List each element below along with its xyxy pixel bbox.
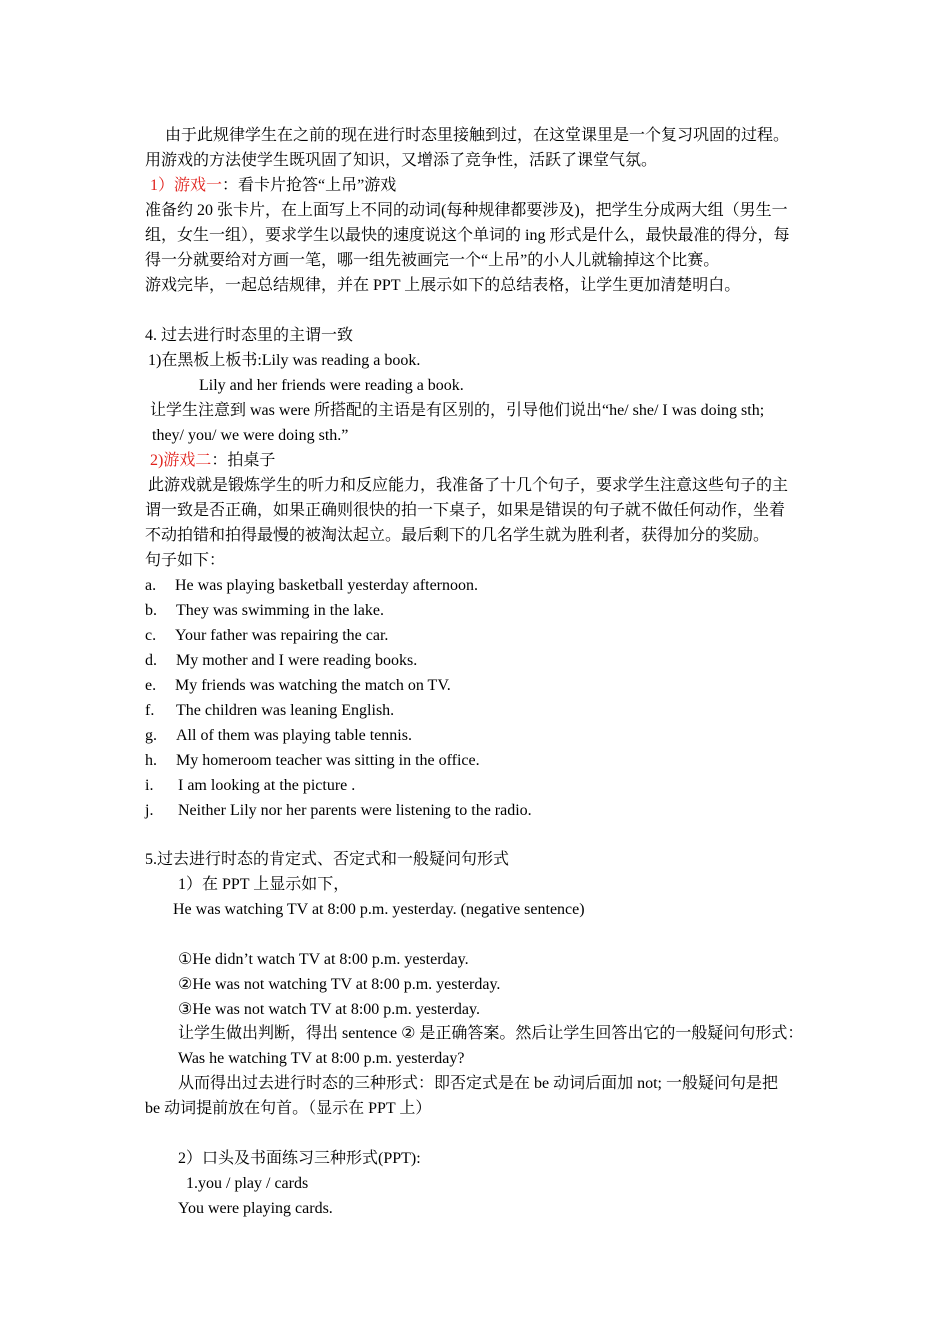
game2-desc-2: 谓一致是否正确，如果正确则很快的拍一下桌子，如果是错误的句子就不做任何动作，坐着	[145, 502, 786, 519]
intro-line-2: 用游戏的方法使学生既巩固了知识，又增添了竞争性，活跃了课堂气氛。	[145, 152, 658, 169]
game1-line-2: 组，女生一组），要求学生以最快的速度说这个单词的 ing 形式是什么，最快最准的得分，每	[145, 227, 790, 244]
intro-line-1: 由于此规律学生在之前的现在进行时态里接触到过，在这堂课里是一个复习巩固的过程。	[165, 127, 790, 144]
option-2: ②He was not watching TV at 8:00 p.m. yesterday.	[178, 976, 501, 993]
game1-line-3: 得一分就要给对方画一笔，哪一组先被画完一个“上吊”的小人儿就输掉这个比赛。	[145, 252, 720, 269]
game1-line-4: 游戏完毕，一起总结规律，并在 PPT 上展示如下的总结表格，让学生更加清楚明白。	[145, 277, 741, 294]
question-line: Was he watching TV at 8:00 p.m. yesterday?	[178, 1050, 465, 1067]
list-item	[145, 576, 479, 596]
list-item-text: All of them was playing table tennis.	[176, 727, 412, 744]
game1-title-red: 1）游戏一	[150, 177, 223, 194]
list-item-text: My friends was watching the match on TV.	[175, 677, 451, 694]
section5-p1: 1）在 PPT 上显示如下，	[178, 876, 350, 893]
note-line-2: they/ you/ we were doing sth.”	[152, 427, 349, 444]
list-item-letter: f.	[145, 702, 155, 719]
list-item-letter: i.	[145, 777, 154, 794]
game1-title-rest: ：看卡片抢答“上吊”游戏	[222, 177, 397, 194]
list-item	[145, 601, 384, 621]
list-item-letter: j.	[145, 802, 154, 819]
list-item-text: Your father was repairing the car.	[175, 627, 389, 644]
exercise-1-answer: You were playing cards.	[178, 1200, 333, 1217]
list-item-text: They was swimming in the lake.	[176, 602, 384, 619]
list-item-letter: h.	[145, 752, 157, 769]
section5-heading: 5.过去进行时态的肯定式、否定式和一般疑问句形式	[145, 851, 510, 868]
game2-title-rest: ：拍桌子	[211, 452, 276, 469]
list-item	[145, 726, 412, 746]
board-line-1: 1)在黑板上板书:Lily was reading a book.	[148, 352, 421, 369]
game1-line-1: 准备约 20 张卡片，在上面写上不同的动词(每种规律都要涉及)，把学生分成两大组（男生一	[145, 202, 788, 219]
game1-title	[150, 176, 396, 196]
option-1: ①He didn’t watch TV at 8:00 p.m. yesterday.	[178, 951, 469, 968]
list-item	[145, 676, 451, 696]
list-item-text: I am looking at the picture .	[178, 777, 356, 794]
list-item	[145, 651, 418, 671]
exercise-1: 1.you / play / cards	[186, 1175, 309, 1192]
conclusion-line-1: 从而得出过去进行时态的三种形式：即否定式是在 be 动词后面加 not; 一般疑问句是把	[178, 1075, 778, 1092]
list-item	[145, 751, 480, 771]
list-item-text: My homeroom teacher was sitting in the office.	[176, 752, 480, 769]
list-item	[145, 801, 532, 821]
list-item-text: My mother and I were reading books.	[176, 652, 418, 669]
game2-title	[150, 451, 275, 471]
section4-heading: 4. 过去进行时态里的主谓一致	[145, 327, 354, 344]
judge-line: 让学生做出判断，得出 sentence ② 是正确答案。然后让学生回答出它的一般疑问句形式：	[178, 1025, 804, 1042]
list-item-letter: g.	[145, 727, 157, 744]
list-item-letter: d.	[145, 652, 157, 669]
section5-p2: He was watching TV at 8:00 p.m. yesterday. (negative sentence)	[173, 901, 585, 918]
game2-desc-1: 此游戏就是锻炼学生的听力和反应能力，我准备了十几个句子，要求学生注意这些句子的主	[148, 477, 789, 494]
game2-title-red: 2)游戏二	[150, 452, 212, 469]
list-item	[145, 701, 395, 721]
note-line-1: 让学生注意到 was were 所搭配的主语是有区别的，引导他们说出“he/ she/ I was doing sth;	[150, 402, 765, 419]
list-item-text: The children was leaning English.	[176, 702, 395, 719]
section5-p3: 2）口头及书面练习三种形式(PPT):	[178, 1150, 421, 1167]
list-item-text: Neither Lily nor her parents were listening to the radio.	[178, 802, 532, 819]
list-item	[145, 776, 356, 796]
game2-desc-3: 不动拍错和拍得最慢的被淘汰起立。最后剩下的几名学生就为胜利者，获得加分的奖励。	[145, 527, 770, 544]
list-item	[145, 626, 389, 646]
game2-desc-4: 句子如下：	[145, 552, 226, 569]
conclusion-line-2: be 动词提前放在句首。（显示在 PPT 上）	[145, 1100, 432, 1117]
list-item-letter: e.	[145, 677, 157, 694]
option-3: ③He was not watch TV at 8:00 p.m. yesterday.	[178, 1001, 480, 1018]
list-item-letter: c.	[145, 627, 157, 644]
list-item-letter: b.	[145, 602, 157, 619]
list-item-letter: a.	[145, 577, 157, 594]
list-item-text: He was playing basketball yesterday afternoon.	[175, 577, 479, 594]
board-line-2: Lily and her friends were reading a book.	[199, 377, 464, 394]
